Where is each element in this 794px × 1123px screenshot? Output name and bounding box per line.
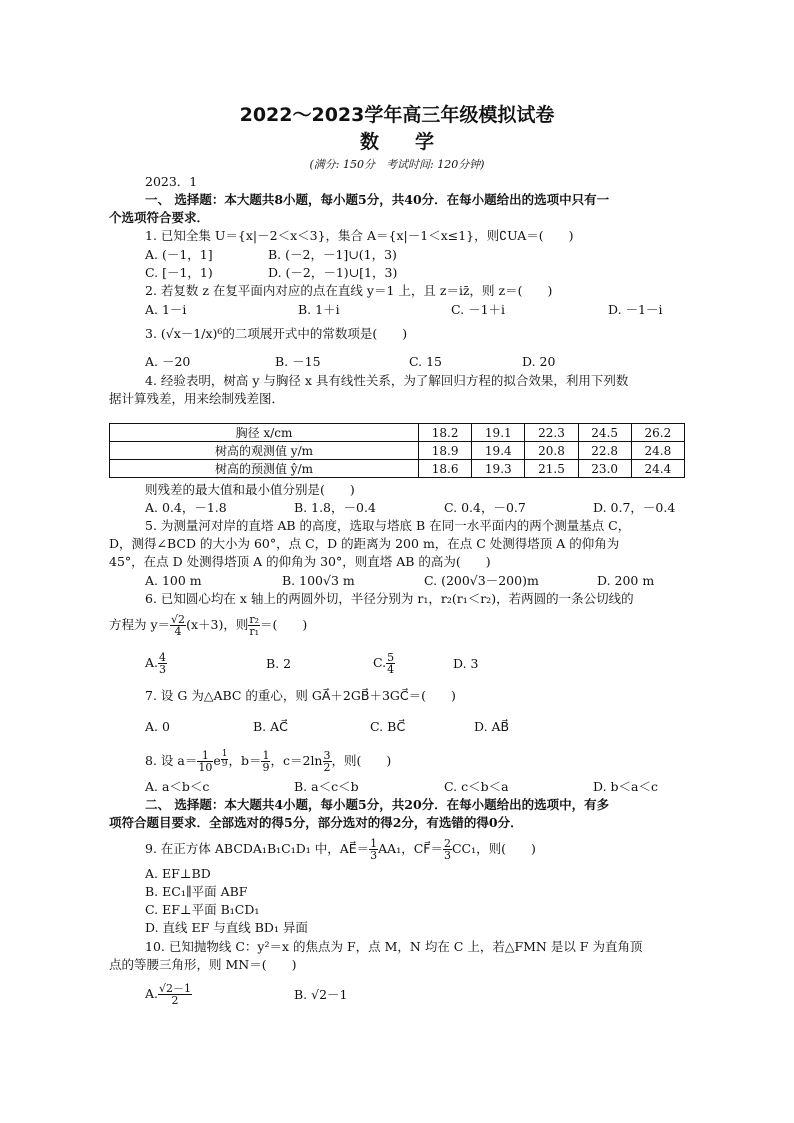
- q9-stem: [145, 838, 536, 861]
- q10-option-a: [145, 983, 192, 1006]
- fraction: [170, 614, 186, 637]
- numerator: 1: [221, 749, 228, 759]
- q7-option-b: B. AC⃗: [253, 719, 288, 734]
- fraction: [369, 838, 378, 861]
- q8-text: ，则( ): [331, 753, 392, 768]
- table-cell: 18.6: [419, 460, 472, 478]
- fraction: [197, 750, 213, 773]
- q5-option-d: D. 200 m: [597, 573, 655, 588]
- q1-option-a: A. (－1，1]: [145, 247, 213, 262]
- q8-text: e: [213, 753, 221, 768]
- exam-meta: (满分: 150分 考试时间: 120分钟): [309, 158, 485, 171]
- table-cell: 24.5: [578, 424, 631, 442]
- q2-option-c: C. －1＋i: [451, 302, 506, 317]
- table-cell: 24.4: [631, 460, 684, 478]
- denominator: 2: [171, 994, 179, 1007]
- q10-stem-cont: 点的等腰三角形，则 MN＝( ): [109, 957, 297, 972]
- fraction: [443, 838, 452, 861]
- denominator: 4: [387, 663, 395, 676]
- table-cell: 19.3: [472, 460, 525, 478]
- q4-stem: 4. 经验表明，树高 y 与胸径 x 具有线性关系，为了解回归方程的拟合效果，利用下列数: [145, 373, 629, 388]
- numerator: 2: [443, 837, 451, 850]
- q7-option-d: D. AB⃗: [474, 719, 510, 734]
- q1-option-b: B. (－2，－1]∪(1，3): [268, 247, 397, 262]
- table-row-label: 树高的预测值 ŷ/m: [110, 460, 419, 478]
- q1-option-d: D. (－2，－1)∪[1，3): [268, 265, 398, 280]
- table-row: [110, 460, 685, 478]
- table-cell: 21.5: [525, 460, 578, 478]
- q9-text: CC₁，则( ): [451, 841, 536, 856]
- q4-option-a: A. 0.4，－1.8: [145, 500, 227, 515]
- numerator: 1: [262, 749, 270, 762]
- q6-option-d: D. 3: [453, 656, 479, 671]
- option-letter: A.: [145, 986, 159, 1001]
- q2-option-d: D. －1－i: [608, 302, 663, 317]
- table-cell: 19.1: [472, 424, 525, 442]
- numerator: 1: [370, 837, 378, 850]
- q4-option-c: C. 0.4，－0.7: [444, 500, 526, 515]
- q5-option-a: A. 100 m: [145, 573, 202, 588]
- numerator: 3: [323, 749, 331, 762]
- q3-option-d: D. 20: [522, 354, 556, 369]
- denominator: r₁: [249, 625, 259, 638]
- q9-option-a: A. EF⊥BD: [145, 866, 211, 881]
- numerator: √2: [171, 613, 186, 626]
- denominator: 3: [370, 849, 378, 862]
- exam-title: 2022～2023学年高三年级模拟试卷: [239, 104, 555, 126]
- table-cell: 24.8: [631, 442, 684, 460]
- section2-heading-cont: 项符合题目要求．全部选对的得5分，部分选对的得2分，有选错的得0分．: [109, 815, 523, 830]
- denominator: 3: [443, 849, 451, 862]
- q8-stem: [145, 750, 391, 773]
- q9-text: 9. 在正方体 ABCDA₁B₁C₁D₁ 中，AE⃗＝: [145, 841, 370, 856]
- fraction: [323, 750, 332, 773]
- q6-stem-cont: [109, 614, 307, 637]
- q4-option-d: D. 0.7，－0.4: [593, 500, 676, 515]
- numerator: 5: [387, 651, 395, 664]
- q3-option-b: B. －15: [275, 354, 321, 369]
- table-cell: 18.9: [419, 442, 472, 460]
- q7-stem: 7. 设 G 为△ABC 的重心，则 GA⃗＋2GB⃗＋3GC⃗＝( ): [145, 688, 456, 703]
- table-row: [110, 424, 685, 442]
- q6-text: 方程为 y＝: [109, 617, 171, 632]
- denominator: 9: [221, 759, 228, 769]
- q10-option-b: B. √2－1: [294, 987, 348, 1002]
- q5-stem-cont2: 45°，在点 D 处测得塔顶 A 的仰角为 30°，则直塔 AB 的高为( ): [109, 554, 491, 569]
- q6-option-a: [145, 652, 167, 675]
- section1-heading: 一、 选择题：本大题共8小题，每小题5分，共40分．在每小题给出的选项中只有一: [145, 192, 610, 207]
- q4-question: 则残差的最大值和最小值分别是( ): [145, 482, 355, 497]
- denominator: 3: [159, 663, 167, 676]
- denominator: 10: [198, 761, 213, 774]
- q6-text: ＝( ): [260, 617, 308, 632]
- fraction: [248, 614, 260, 637]
- table-cell: 18.2: [419, 424, 472, 442]
- q1-option-c: C. [－1，1): [145, 265, 213, 280]
- q8-option-c: C. c＜b＜a: [444, 779, 509, 794]
- subject-title: 数学: [359, 131, 470, 153]
- table-cell: 23.0: [578, 460, 631, 478]
- q6-option-c: [373, 652, 395, 675]
- table-cell: 19.4: [472, 442, 525, 460]
- exam-date: 2023．1: [145, 174, 198, 189]
- fraction: [158, 983, 192, 1006]
- option-letter: C.: [373, 655, 387, 670]
- table-cell: 26.2: [631, 424, 684, 442]
- q3-option-a: A. －20: [145, 354, 191, 369]
- q6-stem: 6. 已知圆心均在 x 轴上的两圆外切，半径分别为 r₁，r₂(r₁＜r₂)，若两圆的一条公切线的: [145, 591, 634, 606]
- q8-text: 8. 设 a＝: [145, 753, 198, 768]
- q2-option-a: A. 1－i: [145, 302, 187, 317]
- q8-option-a: A. a＜b＜c: [145, 779, 210, 794]
- numerator: r₂: [249, 613, 259, 626]
- q9-text: AA₁，CF⃗＝: [378, 841, 443, 856]
- q5-stem: 5. 为测量河对岸的直塔 AB 的高度，选取与塔底 B 在同一水平面内的两个测量基点 C，: [145, 518, 631, 533]
- numerator: √2－1: [159, 982, 192, 995]
- table-cell: 22.8: [578, 442, 631, 460]
- q8-text: ，b＝: [228, 753, 262, 768]
- q5-stem-cont: D，测得∠BCD 的大小为 60°，点 C，D 的距离为 200 m，在点 C 处测得塔顶 A 的仰角为: [109, 536, 620, 551]
- q7-option-c: C. BC⃗: [370, 719, 406, 734]
- option-letter: A.: [145, 655, 159, 670]
- q2-option-b: B. 1＋i: [298, 302, 340, 317]
- q10-stem: 10. 已知抛物线 C：y²＝x 的焦点为 F，点 M，N 均在 C 上，若△FMN 是以 F 为直角顶: [145, 939, 643, 954]
- q5-option-c: C. (200√3－200)m: [424, 573, 539, 588]
- q4-option-b: B. 1.8，－0.4: [294, 500, 376, 515]
- numerator: 4: [159, 651, 167, 664]
- residual-data-table: [109, 423, 685, 478]
- q8-option-b: B. a＜c＜b: [294, 779, 359, 794]
- table-row-label: 胸径 x/cm: [110, 424, 419, 442]
- table-row-label: 树高的观测值 y/m: [110, 442, 419, 460]
- q8-text: ，c＝2ln: [270, 753, 323, 768]
- table-row: [110, 442, 685, 460]
- fraction: [158, 652, 167, 675]
- table-cell: 20.8: [525, 442, 578, 460]
- q9-option-b: B. EC₁∥平面 ABF: [145, 884, 248, 899]
- q7-option-a: A. 0: [145, 719, 170, 734]
- table-cell: 22.3: [525, 424, 578, 442]
- q5-option-b: B. 100√3 m: [282, 573, 355, 588]
- numerator: 1: [197, 750, 213, 762]
- denominator: 4: [174, 625, 182, 638]
- q6-option-b: B. 2: [266, 656, 292, 671]
- q9-option-c: C. EF⊥平面 B₁CD₁: [145, 902, 260, 917]
- q3-stem: 3. (√x－1/x)⁶的二项展开式中的常数项是( ): [145, 326, 408, 341]
- denominator: 9: [262, 761, 270, 774]
- q8-option-d: D. b＜a＜c: [593, 779, 658, 794]
- denominator: 2: [323, 761, 331, 774]
- section1-heading-cont: 个选项符合要求．: [109, 210, 210, 225]
- q9-option-d: D. 直线 EF 与直线 BD₁ 异面: [145, 920, 308, 935]
- fraction: [386, 652, 395, 675]
- q4-stem-cont: 据计算残差，用来绘制残差图．: [109, 391, 285, 406]
- q3-option-c: C. 15: [409, 354, 442, 369]
- q2-stem: 2. 若复数 z 在复平面内对应的点在直线 y＝1 上，且 z＝iz̄，则 z＝( ): [145, 283, 553, 298]
- q1-stem: 1. 已知全集 U＝{x|－2＜x＜3}，集合 A＝{x|－1＜x≤1}，则∁UA＝( ): [145, 228, 574, 243]
- q6-text: (x＋3)，则: [186, 617, 249, 632]
- section2-heading: 二、 选择题：本大题共4小题，每小题5分，共20分．在每小题给出的选项中，有多: [145, 797, 610, 812]
